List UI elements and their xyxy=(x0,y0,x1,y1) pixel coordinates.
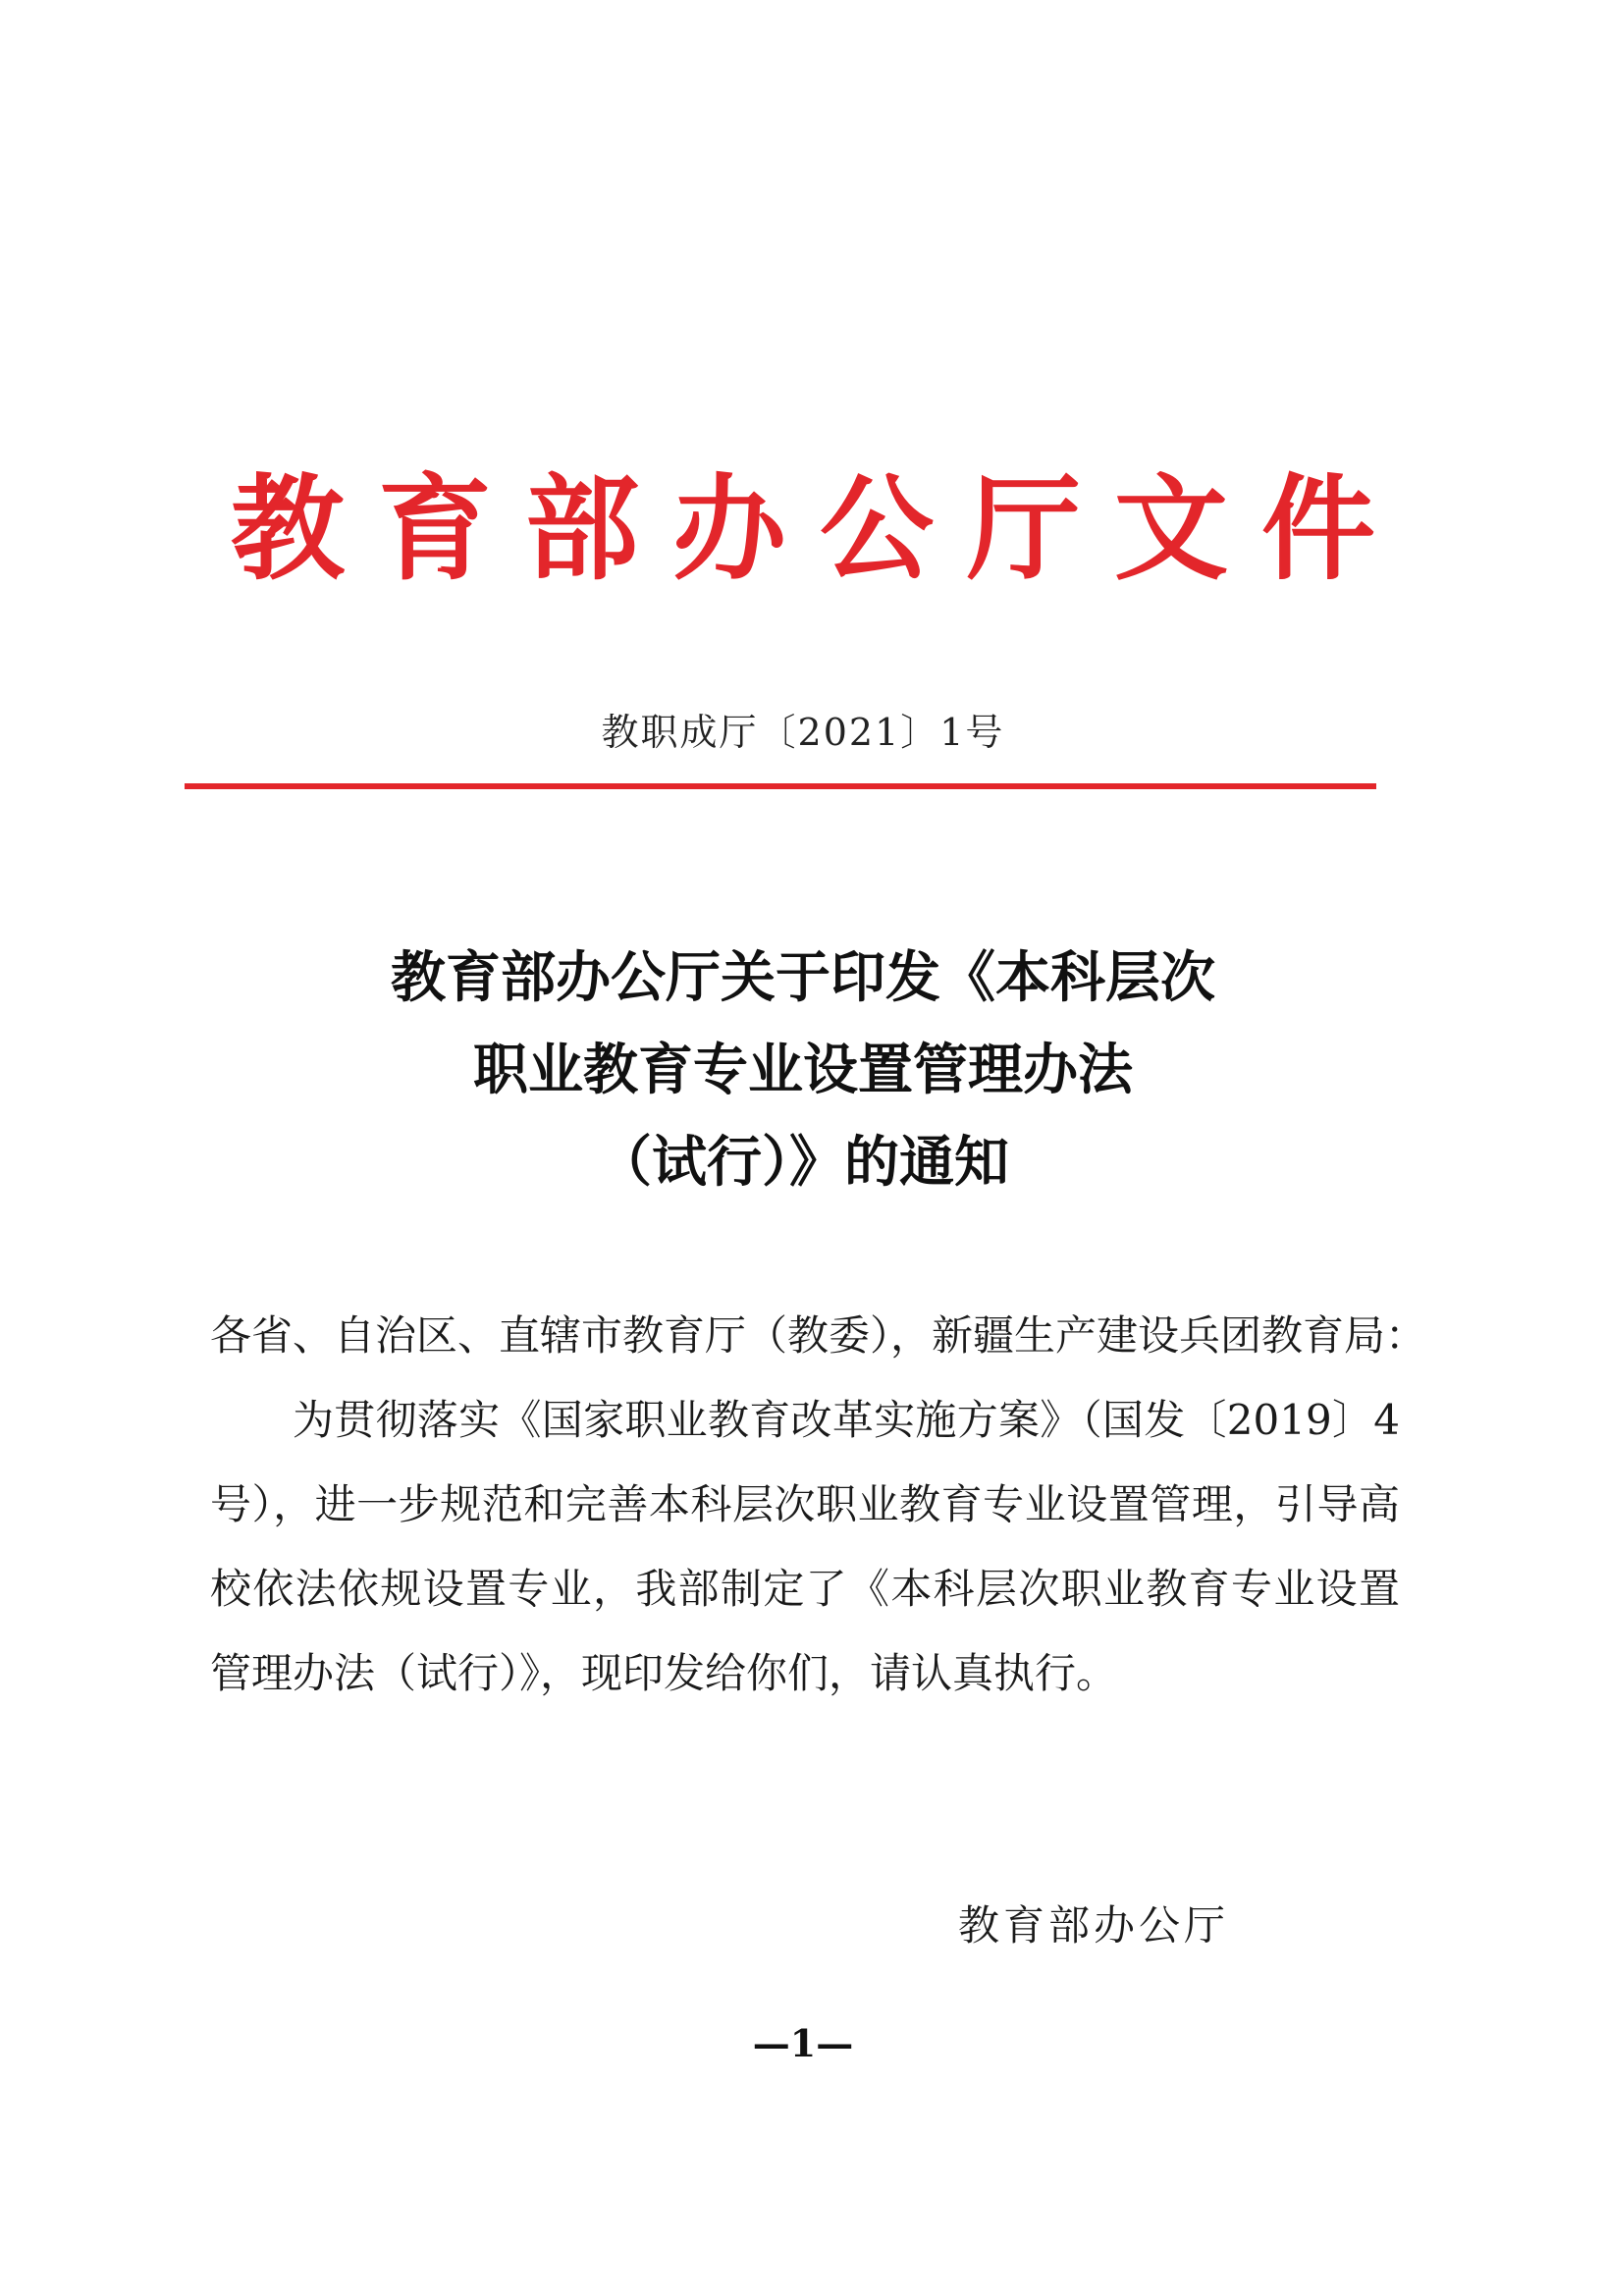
addressee-line: 各省、自治区、直辖市教育厅（教委），新疆生产建设兵团教育局： xyxy=(210,1311,1427,1360)
notice-title-line-3: （试行）》的通知 xyxy=(597,1131,1009,1195)
body-paragraph: 为贯彻落实《国家职业教育改革实施方案》（国发〔2019〕4号），进一步规范和完善本科层次职业教育专业设置管理，引导高校依法依规设置专业，我部制定了《本科层次职业教育专业设置管理办法（试行）》，现印发给你们，请认真执行。 xyxy=(210,1396,1400,1697)
notice-title xyxy=(0,933,1606,1209)
issuer-signature: 教育部办公厅 xyxy=(958,1901,1230,1949)
notice-title-line-2: 职业教育专业设置管理办法 xyxy=(473,1039,1133,1102)
page-number: —1— xyxy=(752,2021,854,2065)
notice-body xyxy=(210,1294,1427,1716)
masthead-title: 教育部办公厅文件 xyxy=(231,463,1409,596)
document-number: 教职成厅〔2021〕1号 xyxy=(601,711,1005,754)
notice-title-line-1: 教育部办公厅关于印发《本科层次 xyxy=(391,946,1215,1010)
red-divider-line xyxy=(185,783,1376,789)
